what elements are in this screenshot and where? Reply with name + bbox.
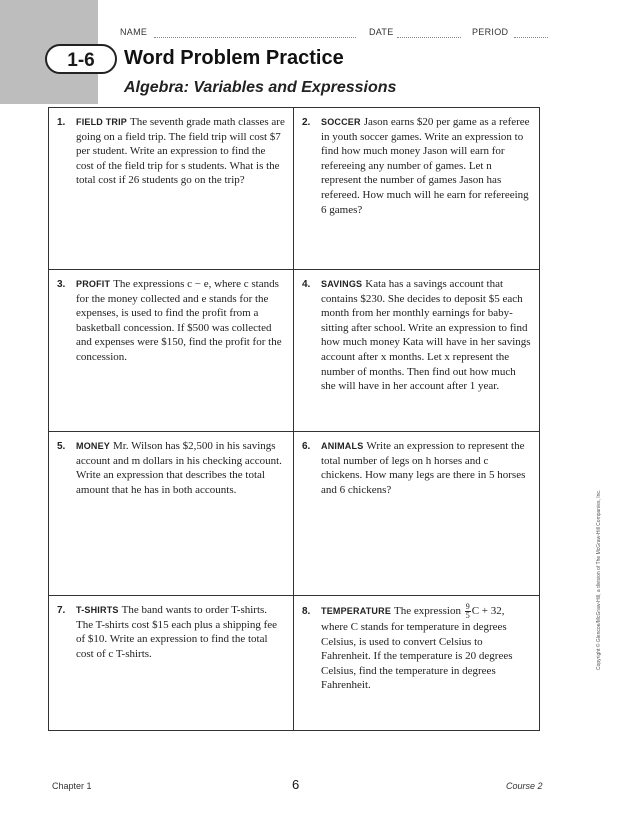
copyright-notice: Copyright © Glencoe/McGraw-Hill, a division of The McGraw-Hill Companies, Inc. xyxy=(596,489,602,670)
page-number: 6 xyxy=(292,777,300,792)
problem-number: 5. xyxy=(57,441,66,452)
problem-8 xyxy=(302,603,531,693)
page-subtitle: Algebra: Variables and Expressions xyxy=(124,79,397,96)
nine-fifths-fraction xyxy=(465,603,471,620)
problem-heading: T-SHIRTS xyxy=(76,605,119,615)
date-label: DATE xyxy=(369,27,394,37)
problem-cell-4 xyxy=(294,270,539,432)
problem-heading: TEMPERATURE xyxy=(321,606,392,617)
problem-text: Write an expression to represent the total number of legs on h horses and c chickens. How many legs are there in 5 horses and 6 chickens? xyxy=(321,440,526,496)
problem-heading: SOCCER xyxy=(321,117,361,127)
problem-6 xyxy=(302,439,531,497)
problem-number: 6. xyxy=(302,441,311,452)
page-footer xyxy=(0,776,638,796)
fraction-denominator: 5 xyxy=(465,611,470,620)
problem-text: The band wants to order T-shirts. The T-shirts cost $15 each plus a shipping fee of $10. Write an expression to find the total cost of c T-shirts. xyxy=(76,604,278,660)
problem-1 xyxy=(57,115,285,188)
period-line xyxy=(514,37,548,38)
problem-heading: SAVINGS xyxy=(321,279,363,289)
problem-3 xyxy=(57,277,285,365)
problem-cell-8 xyxy=(294,596,539,730)
lesson-number: 1-6 xyxy=(45,44,117,74)
problem-cell-3 xyxy=(49,270,294,432)
problem-number: 3. xyxy=(57,279,66,290)
problem-number: 7. xyxy=(57,605,66,616)
problem-cell-2 xyxy=(294,108,539,270)
problem-4 xyxy=(302,277,531,394)
problem-number: 4. xyxy=(302,279,311,290)
problem-2 xyxy=(302,115,531,217)
problem-grid xyxy=(48,107,540,731)
problem-text: Mr. Wilson has $2,500 in his savings account and m dollars in his checking account. Write an expression that describes the total amount that he has in both accounts. xyxy=(76,440,282,496)
name-line xyxy=(154,37,356,38)
name-label: NAME xyxy=(120,27,148,37)
problem-heading: PROFIT xyxy=(76,279,111,289)
fraction-numerator: 9 xyxy=(465,602,470,611)
problem-text: C + 32, where C stands for temperature in degrees Celsius, is used to convert Celsius to Fahrenheit. If the temperature is 20 degrees Celsius, find the temperature in degrees Fahrenheit. xyxy=(321,605,513,692)
problem-number: 2. xyxy=(302,117,311,128)
problem-text: Jason earns $20 per game as a referee in youth soccer games. Write an expression to find how much money Jason will earn for refereeing any number of games. Let n represent the number of games Jason has refereed. How much will he earn for refereeing 6 games? xyxy=(321,116,530,216)
page-title: Word Problem Practice xyxy=(124,47,344,69)
period-label: PERIOD xyxy=(472,27,509,37)
problem-number: 8. xyxy=(302,606,311,618)
course-label: Course 2 xyxy=(506,781,543,791)
date-line xyxy=(397,37,461,38)
problem-text: Kata has a savings account that contains $230. She decides to deposit $5 each month from her monthly earnings for baby-sitting after school. Write an expression to find how much money Kata will have in her savings account after x months. Let x represent the number of months. Then find out how much she will have in her account after 1 year. xyxy=(321,278,531,393)
problem-heading: FIELD TRIP xyxy=(76,117,127,127)
problem-text-intro: The expression xyxy=(394,605,461,618)
student-info-header xyxy=(120,24,638,40)
problem-cell-1 xyxy=(49,108,294,270)
problem-text: The expressions c − e, where c stands for the money collected and e stands for the expenses, is used to find the profit from a basketball concession. If $500 was collected and expenses were $150, find the profit for the concession. xyxy=(76,278,282,363)
problem-5 xyxy=(57,439,285,497)
chapter-label: Chapter 1 xyxy=(52,781,92,791)
problem-text: The seventh grade math classes are going on a field trip. The field trip will cost $7 per student. Write an expression to find the cost of the field trip for s students. What is the total cost if 26 students go on the trip? xyxy=(76,116,285,187)
problem-heading: ANIMALS xyxy=(321,441,364,451)
problem-cell-7 xyxy=(49,596,294,730)
problem-cell-5 xyxy=(49,432,294,596)
problem-number: 1. xyxy=(57,117,66,128)
problem-cell-6 xyxy=(294,432,539,596)
problem-7 xyxy=(57,603,285,661)
problem-heading: MONEY xyxy=(76,441,111,451)
